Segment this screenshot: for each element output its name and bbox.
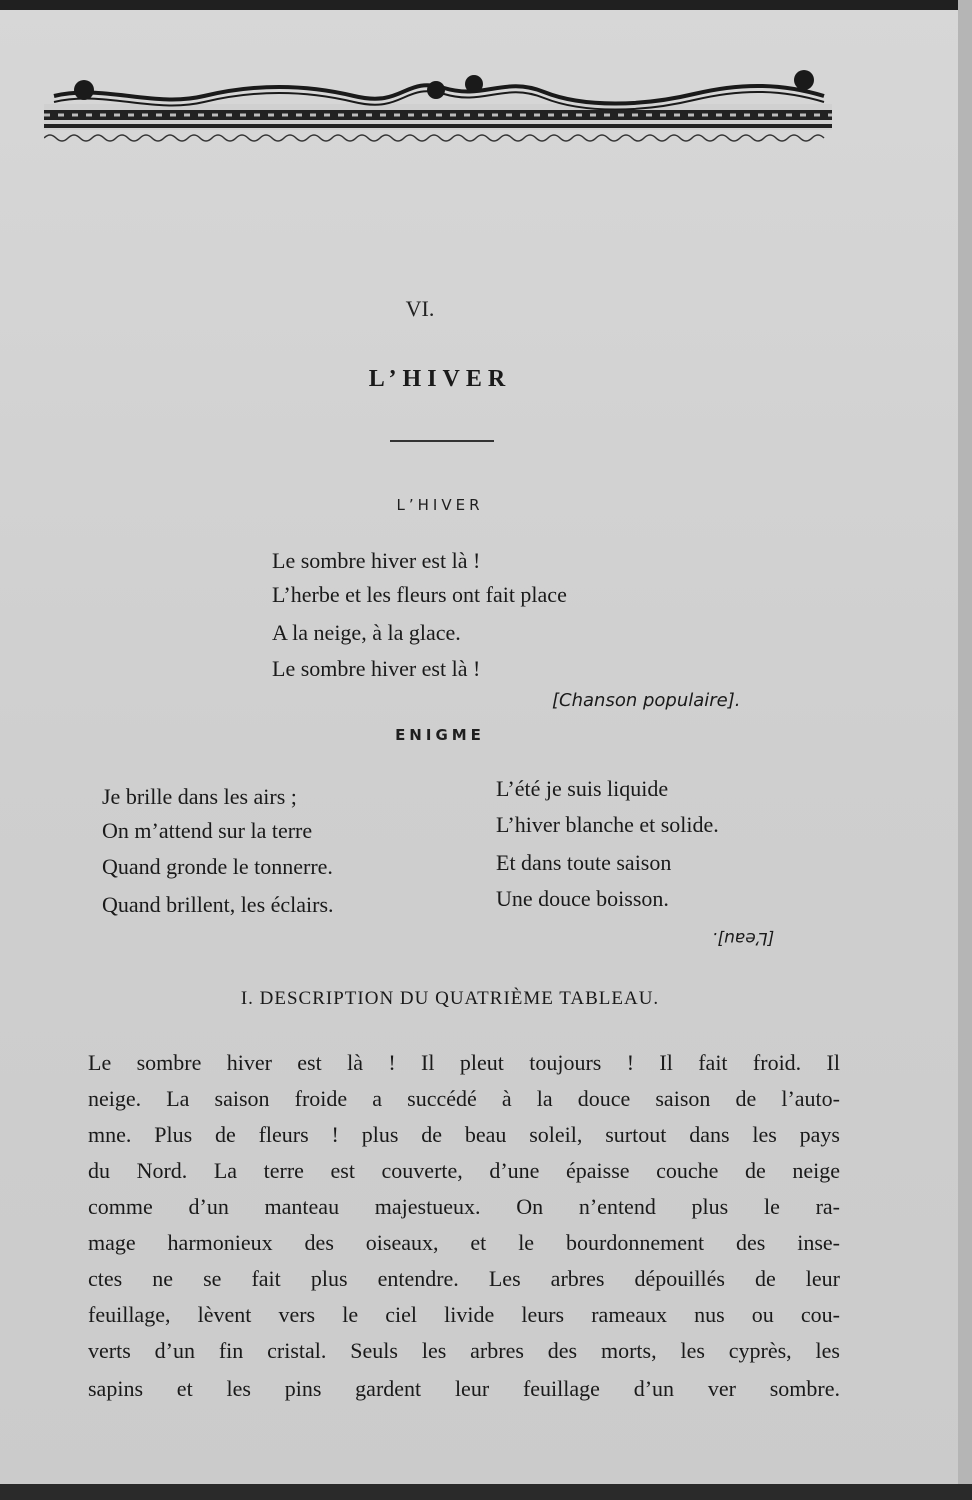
poem-source: [Chanson populaire]. — [552, 690, 741, 711]
poem-line: A la neige, à la glace. — [272, 620, 461, 645]
title-divider — [390, 440, 494, 442]
poem-line: Le sombre hiver est là ! — [272, 548, 481, 573]
scan-right-edge — [958, 0, 972, 1500]
enigme-left-line: On m’attend sur la terre — [102, 818, 313, 843]
chapter-numeral: VI. — [405, 296, 435, 321]
prose-line: feuillage, lèvent vers le ciel livide leurs rameaux nus ou cou- — [88, 1302, 840, 1327]
prose-line: comme d’un manteau majestueux. On n’entend plus le ra- — [88, 1194, 840, 1219]
enigme-right-line: L’hiver blanche et solide. — [496, 812, 719, 837]
prose-line: Le sombre hiver est là ! Il pleut toujours ! Il fait froid. Il — [88, 1050, 840, 1075]
prose-line: du Nord. La terre est couverte, d’une épaisse couche de neige — [88, 1158, 840, 1183]
scan-top-border — [0, 0, 972, 10]
enigme-right-line: Et dans toute saison — [496, 850, 672, 875]
prose-line: mne. Plus de fleurs ! plus de beau soleil, surtout dans les pays — [88, 1122, 840, 1147]
enigme-heading: ENIGME — [395, 726, 485, 744]
decorative-header-ornament — [44, 66, 832, 156]
enigme-answer: [L’eau]. — [712, 928, 775, 948]
scan-bottom-border — [0, 1484, 972, 1500]
prose-line: sapins et les pins gardent leur feuillage d’un ver sombre. — [88, 1376, 840, 1401]
poem-line: L’herbe et les fleurs ont fait place — [272, 582, 567, 607]
enigme-left-line: Je brille dans les airs ; — [102, 784, 297, 809]
enigme-left-line: Quand brillent, les éclairs. — [102, 892, 334, 917]
prose-line: ctes ne se fait plus entendre. Les arbres dépouillés de leur — [88, 1266, 840, 1291]
section-title: I. DESCRIPTION DU QUATRIÈME TABLEAU. — [240, 988, 660, 1009]
chapter-title: L’HIVER — [368, 366, 512, 392]
prose-line: neige. La saison froide a succédé à la douce saison de l’auto- — [88, 1086, 840, 1111]
enigme-left-line: Quand gronde le tonnerre. — [102, 854, 333, 879]
poem-line: Le sombre hiver est là ! — [272, 656, 481, 681]
prose-line: verts d’un fin cristal. Seuls les arbres des morts, les cyprès, les — [88, 1338, 840, 1363]
enigme-right-line: L’été je suis liquide — [496, 776, 669, 801]
prose-line: mage harmonieux des oiseaux, et le bourdonnement des inse- — [88, 1230, 840, 1255]
enigme-right-line: Une douce boisson. — [496, 886, 669, 911]
poem-heading: L’HIVER — [396, 496, 484, 514]
